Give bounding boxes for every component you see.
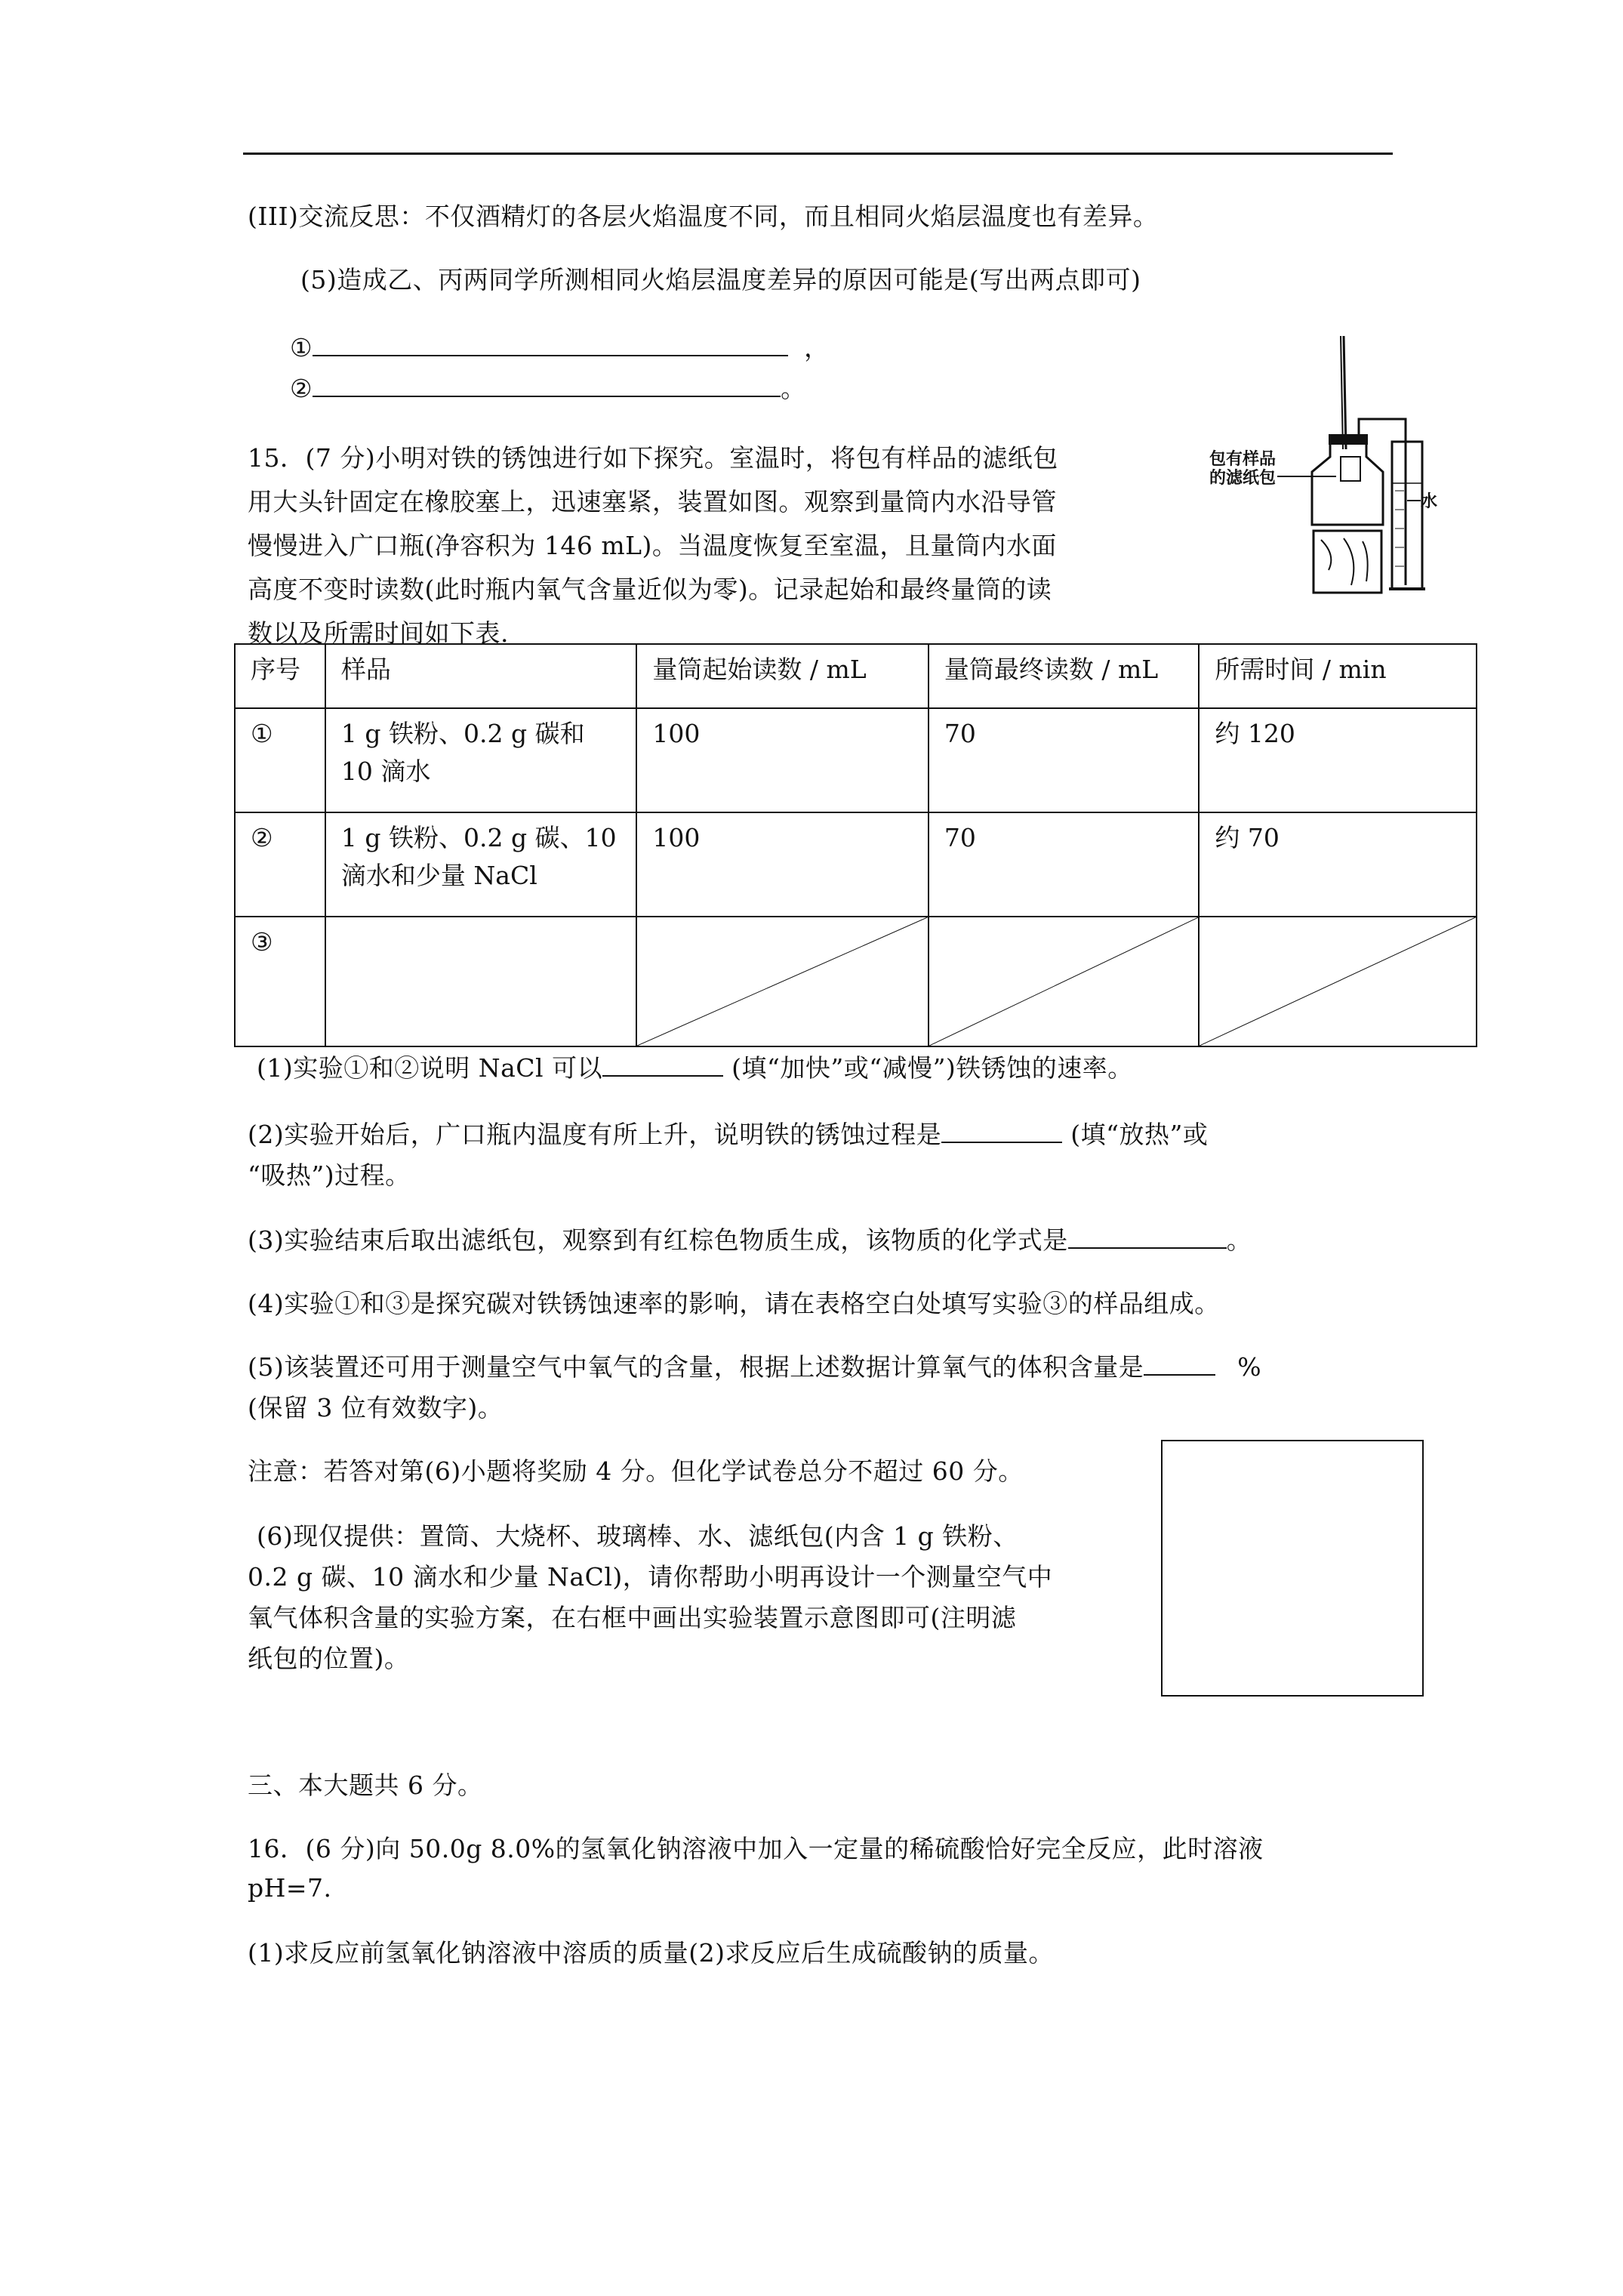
header-sample: 样品	[325, 644, 636, 708]
q15-sub1-text: (1)实验①和②说明 NaCl 可以	[257, 1053, 603, 1083]
bag-label-2: 的滤纸包	[1209, 469, 1277, 488]
q16-line-3: (1)求反应前氢氧化钠溶液中溶质的质量(2)求反应后生成硫酸钠的质量。	[248, 1938, 1054, 1968]
q5-blank1-end: ，	[804, 333, 830, 362]
cell-index: ①	[235, 708, 325, 812]
q16-line-2: pH=7.	[248, 1873, 332, 1903]
header-start-reading: 量筒起始读数 / mL	[636, 644, 929, 708]
q15-sub3-blank[interactable]	[1068, 1222, 1227, 1249]
q15-sub6-line-1: (6)现仅提供：置筒、大烧杯、玻璃棒、水、滤纸包(内含 1 g 铁粉、	[257, 1521, 1018, 1551]
header-rule	[243, 153, 1393, 155]
bag-label-1: 包有样品	[1209, 450, 1277, 469]
cell-diagonal	[929, 917, 1200, 1046]
cell-time: 约 70	[1199, 812, 1477, 917]
q15-sub6-line-4: 纸包的位置)。	[248, 1644, 410, 1673]
cell-time: 约 120	[1199, 708, 1477, 812]
q15-line-5: 数以及所需时间如下表.	[248, 618, 509, 648]
table-row	[235, 812, 1477, 917]
cell-end: 70	[929, 708, 1200, 812]
q15-sub3	[248, 1220, 1252, 1261]
q15-sub2-text: (2)实验开始后，广口瓶内温度有所上升，说明铁的锈蚀过程是	[248, 1120, 942, 1149]
q15-sub3-tail: 。	[1226, 1225, 1252, 1255]
q15-sub4: (4)实验①和③是探究碳对铁锈蚀速率的影响，请在表格空白处填写实验③的样品组成。	[248, 1289, 1220, 1318]
cell-diagonal	[1199, 917, 1477, 1046]
cell-index: ③	[235, 917, 325, 1046]
q5-answer-blank-1[interactable]	[313, 329, 788, 356]
q15-sub1-tail: (填“加快”或“减慢”)铁锈蚀的速率。	[731, 1053, 1133, 1083]
cell-sample-blank[interactable]	[325, 917, 636, 1046]
header-index: 序号	[235, 644, 325, 708]
cell-diagonal	[636, 917, 929, 1046]
q15-sub6-line-2: 0.2 g 碳、10 滴水和少量 NaCl)，请你帮助小明再设计一个测量空气中	[248, 1562, 1053, 1592]
reflection-text: (III)交流反思：不仅酒精灯的各层火焰温度不同，而且相同火焰层温度也有差异。	[248, 202, 1159, 231]
q15-sub5-text: (5)该装置还可用于测量空气中氧气的含量，根据上述数据计算氧气的体积含量是	[248, 1352, 1144, 1382]
cell-start: 100	[636, 708, 929, 812]
q5-blank1-label: ①	[290, 333, 313, 362]
q15-sub2-cont: “吸热”)过程。	[248, 1160, 411, 1190]
q15-sub6-line-3: 氧气体积含量的实验方案，在右框中画出实验装置示意图即可(注明滤	[248, 1603, 1017, 1632]
table-row	[235, 917, 1477, 1046]
q15-sub1-blank[interactable]	[602, 1049, 723, 1077]
q5-answer-blank-2[interactable]	[313, 370, 781, 397]
bonus-note: 注意：若答对第(6)小题将奖励 4 分。但化学试卷总分不超过 60 分。	[248, 1456, 1024, 1486]
q15-line-4: 高度不变时读数(此时瓶内氧气含量近似为零)。记录起始和最终量筒的读	[248, 575, 1052, 604]
water-label: 水	[1421, 492, 1438, 511]
q5-prompt: (5)造成乙、丙两同学所测相同火焰层温度差异的原因可能是(写出两点即可)	[300, 265, 1141, 294]
cell-end: 70	[929, 812, 1200, 917]
q15-sub5-cont: (保留 3 位有效数字)。	[248, 1393, 504, 1422]
header-time: 所需时间 / min	[1199, 644, 1477, 708]
header-end-reading: 量筒最终读数 / mL	[929, 644, 1200, 708]
q5-answer-line-1	[290, 328, 830, 368]
rust-experiment-table	[234, 643, 1477, 1047]
drawing-answer-box[interactable]	[1161, 1440, 1424, 1697]
q15-sub5-unit: %	[1237, 1352, 1262, 1382]
table-row	[235, 708, 1477, 812]
table-header-row	[235, 644, 1477, 708]
q16-line-1: 16．(6 分)向 50.0g 8.0%的氢氧化钠溶液中加入一定量的稀硫酸恰好完全反应，此时溶液	[248, 1834, 1264, 1863]
q15-sub1	[257, 1048, 1133, 1089]
section-3-heading: 三、本大题共 6 分。	[248, 1771, 483, 1800]
q15-sub2-tail: (填“放热”或	[1070, 1120, 1209, 1149]
cell-sample: 1 g 铁粉、0.2 g 碳和 10 滴水	[325, 708, 636, 812]
q15-sub5	[248, 1347, 1261, 1388]
apparatus-figure	[1208, 328, 1438, 600]
q15-sub3-text: (3)实验结束后取出滤纸包，观察到有红棕色物质生成，该物质的化学式是	[248, 1225, 1068, 1255]
q15-sub2-blank[interactable]	[941, 1116, 1062, 1143]
cell-index: ②	[235, 812, 325, 917]
q5-answer-line-2	[290, 368, 806, 409]
q15-line-1: 15．(7 分)小明对铁的锈蚀进行如下探究。室温时，将包有样品的滤纸包	[248, 443, 1058, 473]
q15-line-3: 慢慢进入广口瓶(净容积为 146 mL)。当温度恢复至室温，且量筒内水面	[248, 531, 1057, 560]
apparatus-drawing	[1208, 328, 1427, 600]
q15-sub2	[248, 1114, 1208, 1155]
q15-sub5-blank[interactable]	[1144, 1348, 1215, 1376]
q15-line-2: 用大头针固定在橡胶塞上，迅速塞紧，装置如图。观察到量筒内水沿导管	[248, 487, 1057, 516]
cell-sample: 1 g 铁粉、0.2 g 碳、10 滴水和少量 NaCl	[325, 812, 636, 917]
q5-blank2-label: ②	[290, 374, 313, 403]
cell-start: 100	[636, 812, 929, 917]
q5-blank2-end: 。	[781, 374, 806, 403]
